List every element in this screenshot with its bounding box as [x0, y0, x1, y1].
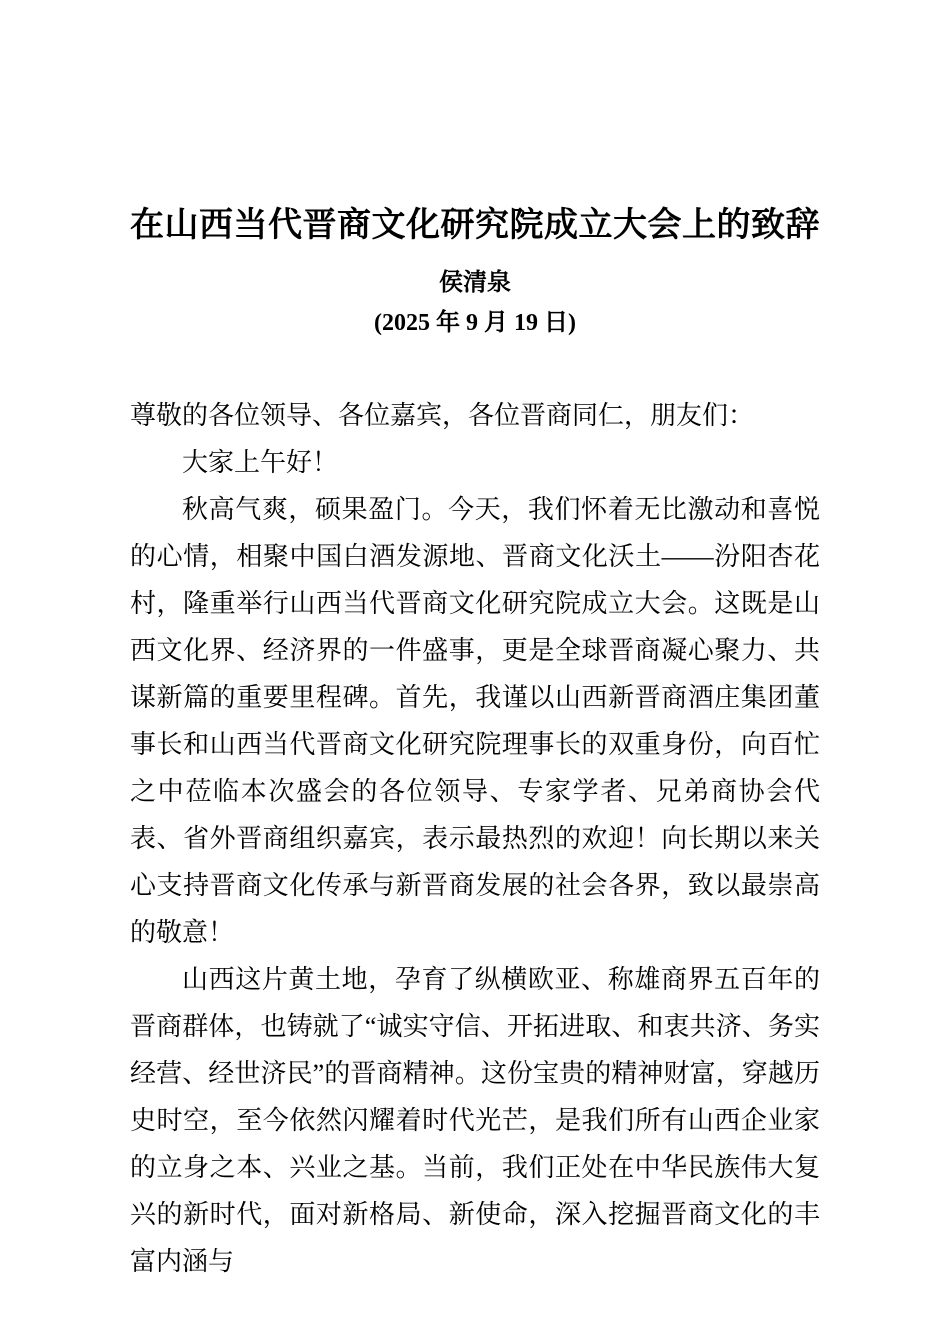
paragraph-greeting: 大家上午好！	[182, 448, 339, 477]
paragraph-salutation: 尊敬的各位领导、各位嘉宾，各位晋商同仁，朋友们：	[130, 401, 755, 430]
author-name: 侯清泉	[439, 270, 511, 296]
paragraph-opening: 秋高气爽，硕果盈门。今天，我们怀着无比激动和喜悦的心情，相聚中国白酒发源地、晋商文化沃土——汾阳杏花村，隆重举行山西当代晋商文化研究院成立大会。这既是山西文化界、经济界的一件盛事，更是全球晋商凝心聚力、共谋新篇的重要里程碑。首先，我谨以山西新晋商酒庄集团董事长和山西当代晋商文化研究院理事长的双重身份，向百忙之中莅临本次盛会的各位领导、专家学者、兄弟商协会代表、省外晋商组织嘉宾，表示最热烈的欢迎！向长期以来关心支持晋商文化传承与新晋商发展的社会各界，致以最崇高的敬意！	[130, 495, 820, 947]
document-header	[0, 0, 950, 339]
document-body	[130, 392, 820, 1285]
document-title: 在山西当代晋商文化研究院成立大会上的致辞	[130, 207, 820, 244]
document-date: (2025 年 9 月 19 日)	[374, 310, 576, 336]
paragraph-jinshang-spirit: 山西这片黄土地，孕育了纵横欧亚、称雄商界五百年的晋商群体，也铸就了“诚实守信、开拓进取、和衷共济、务实经营、经世济民”的晋商精神。这份宝贵的精神财富，穿越历史时空，至今依然闪耀着时代光芒，是我们所有山西企业家的立身之本、兴业之基。当前，我们正处在中华民族伟大复兴的新时代，面对新格局、新使命，深入挖掘晋商文化的丰富内涵与	[130, 965, 820, 1276]
